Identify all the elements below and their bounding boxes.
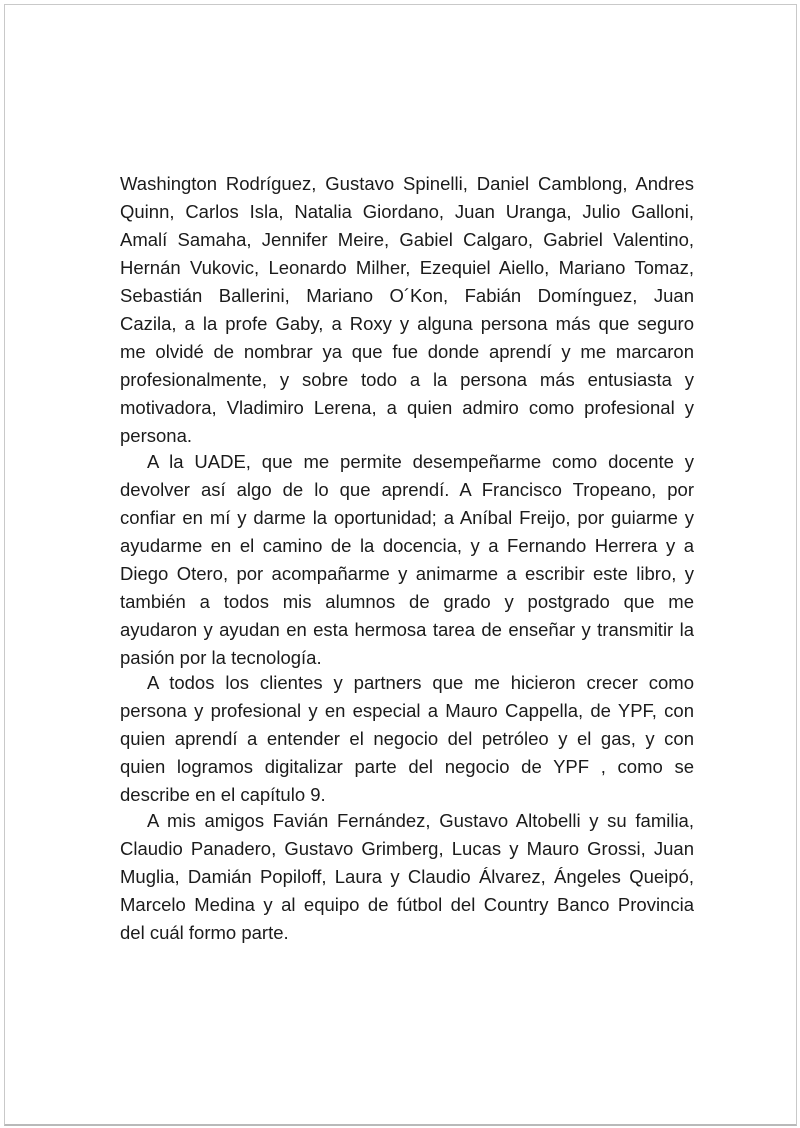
text-line: pasión por la tecnología. <box>120 646 322 668</box>
text-line: A mis amigos Favián Fernández, Gustavo Altobelli y su familia, <box>147 809 694 831</box>
paragraph-1 <box>120 170 694 450</box>
paragraph-2 <box>120 448 694 672</box>
text-line: ayudarme en el camino de la docencia, y a Fernando Herrera y a <box>120 534 694 556</box>
text-line: Diego Otero, por acompañarme y animarme a escribir este libro, y <box>120 562 694 584</box>
document-page <box>4 4 797 1126</box>
text-line: A todos los clientes y partners que me hicieron crecer como <box>147 672 694 693</box>
text-line: ayudaron y ayudan en esta hermosa tarea de enseñar y transmitir la <box>120 618 694 640</box>
text-line: Quinn, Carlos Isla, Natalia Giordano, Juan Uranga, Julio Galloni, <box>120 201 694 222</box>
text-line: describe en el capítulo 9. <box>120 784 326 805</box>
text-line: me olvidé de nombrar ya que fue donde aprendí y me marcaron <box>120 341 694 362</box>
text-line: quien aprendí a entender el negocio del petróleo y el gas, y con <box>120 728 694 749</box>
text-line: motivadora, Vladimiro Lerena, a quien admiro como profesional y <box>120 397 694 418</box>
text-line: del cuál formo parte. <box>120 921 289 943</box>
paragraph-3 <box>120 669 694 809</box>
text-line: Claudio Panadero, Gustavo Grimberg, Lucas y Mauro Grossi, Juan <box>120 837 694 859</box>
text-line: profesionalmente, y sobre todo a la persona más entusiasta y <box>120 369 694 390</box>
text-line: A la UADE, que me permite desempeñarme como docente y <box>147 450 694 472</box>
text-line: Muglia, Damián Popiloff, Laura y Claudio Álvarez, Ángeles Queipó, <box>120 865 694 887</box>
text-line: Washington Rodríguez, Gustavo Spinelli, Daniel Camblong, Andres <box>120 173 694 194</box>
text-line: persona y profesional y en especial a Mauro Cappella, de YPF, con <box>120 700 694 721</box>
text-line: Amalí Samaha, Jennifer Meire, Gabiel Calgaro, Gabriel Valentino, <box>120 229 694 250</box>
text-line: devolver así algo de lo que aprendí. A Francisco Tropeano, por <box>120 478 694 500</box>
paragraph-4 <box>120 807 694 947</box>
text-line: persona. <box>120 425 192 446</box>
text-line: confiar en mí y darme la oportunidad; a Aníbal Freijo, por guiarme y <box>120 506 694 528</box>
text-block <box>120 170 694 947</box>
text-line: Marcelo Medina y al equipo de fútbol del Country Banco Provincia <box>120 893 694 915</box>
text-line: Sebastián Ballerini, Mariano O´Kon, Fabián Domínguez, Juan <box>120 285 694 306</box>
text-line: Hernán Vukovic, Leonardo Milher, Ezequiel Aiello, Mariano Tomaz, <box>120 257 694 278</box>
text-line: Cazila, a la profe Gaby, a Roxy y alguna persona más que seguro <box>120 313 694 334</box>
text-line: también a todos mis alumnos de grado y postgrado que me <box>120 590 694 612</box>
text-line: quien logramos digitalizar parte del negocio de YPF , como se <box>120 756 694 777</box>
